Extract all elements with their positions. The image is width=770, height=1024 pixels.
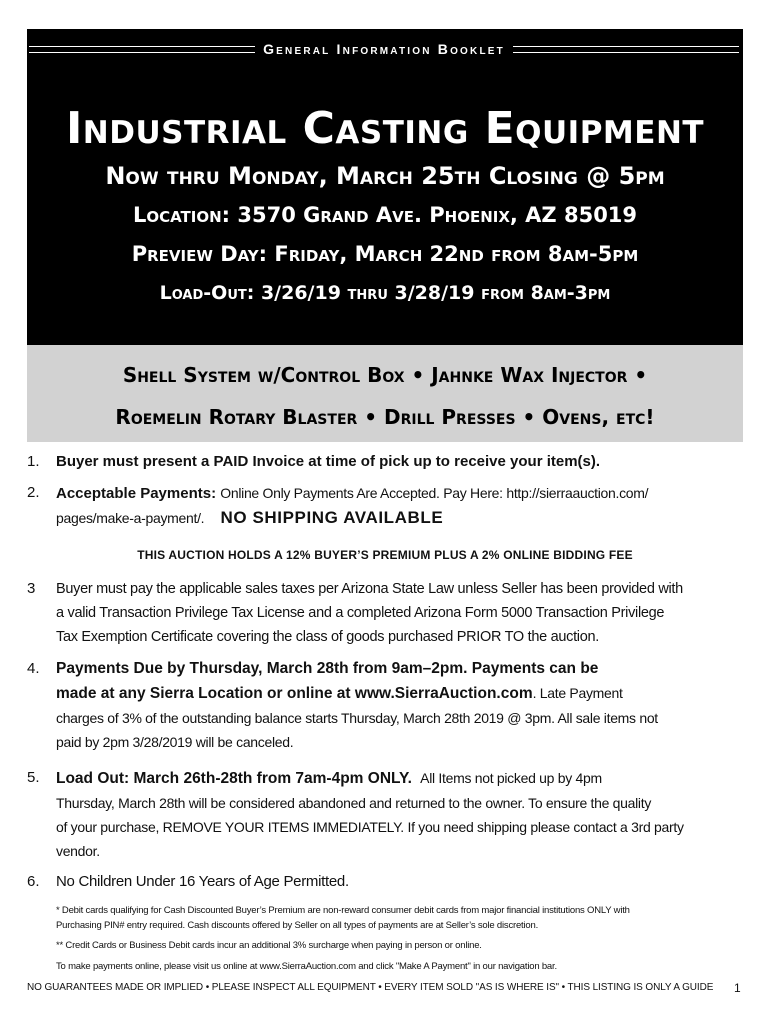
item-line: Payments Due by Thursday, March 28th from 9am–2pm. Payments can be (56, 660, 599, 677)
footer-disclaimer: NO GUARANTEES MADE OR IMPLIED • PLEASE INSPECT ALL EQUIPMENT • EVERY ITEM SOLD "AS IS WHERE IS" • THIS LISTING IS ONLY A GUIDE (27, 982, 714, 993)
preview-day: Preview Day: Friday, March 22nd from 8am-5pm (131, 242, 639, 266)
item-number: 4. (27, 660, 40, 677)
no-shipping-notice: NO SHIPPING AVAILABLE (220, 508, 444, 527)
item-text: Buyer must present a PAID Invoice at time of pick up to receive your item(s). (56, 453, 601, 470)
item-line: of your purchase, REMOVE YOUR ITEMS IMMEDIATELY. If you need shipping please contact a 3rd party (56, 819, 684, 835)
item-number: 5. (27, 769, 40, 786)
credit-card-footnote: ** Credit Cards or Business Debit cards incur an additional 3% surcharge when paying in person or online. (56, 940, 482, 951)
debit-card-footnote (56, 903, 746, 933)
item-line: paid by 2pm 3/28/2019 will be canceled. (56, 734, 294, 750)
page-number: 1 (734, 981, 741, 995)
item-heading: Load Out: March 26th-28th from 7am-4pm ONLY. (56, 770, 412, 787)
item-number: 3 (27, 580, 36, 597)
item-line: . Late Payment (532, 685, 623, 701)
item-line: Tax Exemption Certificate covering the class of goods purchased PRIOR TO the auction. (56, 629, 599, 645)
item-line: made at any Sierra Location or online at www.SierraAuction.com (56, 685, 533, 702)
highlights-line-1: Shell System w/Control Box • Jahnke Wax Injector • (122, 363, 648, 387)
online-payment-footnote: To make payments online, please visit us online at www.SierraAuction.com and click "Make A Payment" in our navigation bar. (56, 961, 557, 972)
band-rule-left (29, 46, 255, 53)
booklet-band (27, 41, 743, 57)
payment-url-text: Online Only Payments Are Accepted. Pay Here: http://sierraauction.com/ (220, 485, 649, 501)
highlights-line-2: Roemelin Rotary Blaster • Drill Presses • Ovens, etc! (115, 405, 655, 429)
item-number: 6. (27, 873, 40, 890)
band-rule-right (513, 46, 739, 53)
footnote-line: Purchasing PIN# entry required. Cash discounts offered by Seller on all types of payments are at Seller’s sole discretion. (56, 920, 539, 931)
item-heading: Acceptable Payments: (56, 485, 217, 502)
item-line: Thursday, March 28th will be considered abandoned and returned to the owner. To ensure the quality (56, 795, 652, 811)
booklet-label: General Information Booklet (263, 41, 505, 57)
page-title: Industrial Casting Equipment (65, 103, 705, 154)
footnote-line: * Debit cards qualifying for Cash Discounted Buyer’s Premium are non-reward consumer debit cards from major financial institutions ONLY with (56, 905, 630, 916)
item-text: No Children Under 16 Years of Age Permitted. (56, 873, 349, 890)
item-line: a valid Transaction Privilege Tax License and a completed Arizona Form 5000 Transaction Privilege (56, 605, 665, 621)
auction-location: Location: 3570 Grand Ave. Phoenix, AZ 85019 (132, 203, 638, 227)
payment-url-tail: pages/make-a-payment/. (56, 510, 205, 526)
item-line: vendor. (56, 843, 100, 859)
load-out-dates: Load-Out: 3/26/19 thru 3/28/19 from 8am-3pm (159, 282, 611, 304)
highlights-band (27, 345, 743, 442)
item-number: 2. (27, 484, 40, 501)
buyers-premium-notice: THIS AUCTION HOLDS A 12% BUYER’S PREMIUM PLUS A 2% ONLINE BIDDING FEE (137, 548, 633, 562)
header-banner (27, 29, 743, 345)
item-line: All Items not picked up by 4pm (420, 770, 602, 786)
auction-dates: Now thru Monday, March 25th Closing @ 5pm (105, 162, 665, 190)
item-line: Buyer must pay the applicable sales taxes per Arizona State Law unless Seller has been provided with (56, 581, 683, 597)
item-number: 1. (27, 453, 40, 470)
item-line: charges of 3% of the outstanding balance starts Thursday, March 28th 2019 @ 3pm. All sale items not (56, 710, 658, 726)
